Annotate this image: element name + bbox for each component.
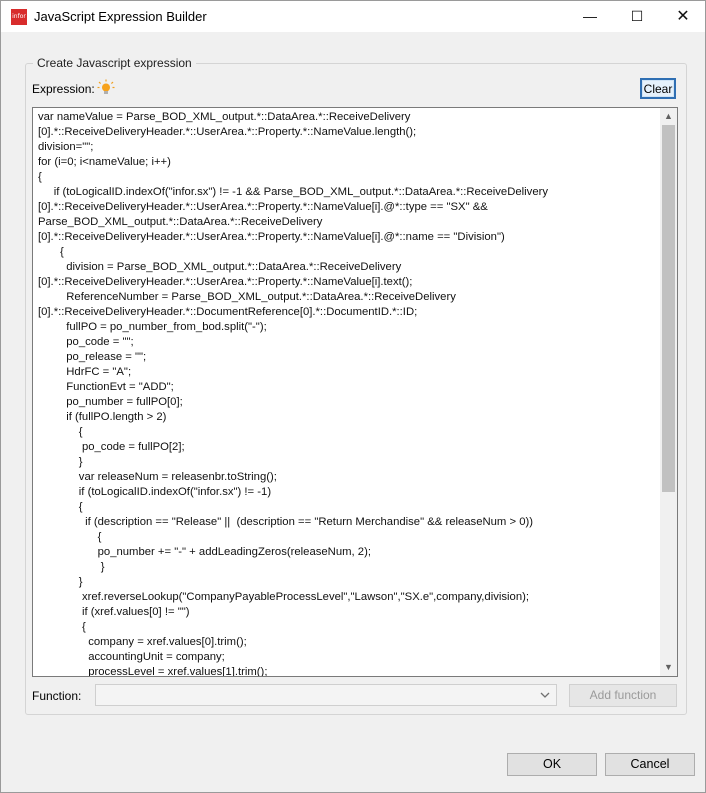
group-legend: Create Javascript expression [33,56,196,70]
lightbulb-icon[interactable] [97,79,115,97]
expression-code[interactable]: var nameValue = Parse_BOD_XML_output.*::DataArea.*::ReceiveDelivery [0].*::ReceiveDeliveryHeader.*::UserArea.*::Property.*::NameValue.length(); division=""; for (i=0; i<nameValue; i++) { if (toLogicalID.indexOf("infor.sx") != -1 && Parse_BOD_XML_output.*::DataArea.*::ReceiveDelivery [0].*::ReceiveDeliveryHeader.*::UserArea.*::Property.*::NameValue[i].@*::type == "SX" && Parse_BOD_XML_output.*::DataArea.*::ReceiveDelivery [0].*::ReceiveDeliveryHeader.*::UserArea.*::Property.*::NameValue[i].@*::name == "Division") { division = Parse_BOD_XML_output.*::DataArea.*::ReceiveDelivery [0].*::ReceiveDeliveryHeader.*::UserArea.*::Property.*::NameValue[i].text(); ReferenceNumber = Parse_BOD_XML_output.*::DataArea.*::ReceiveDelivery [0].*::ReceiveDeliveryHeader.*::DocumentReference[0].*::DocumentID.*::ID; fullPO = po_number_from_bod.split("-"); po_code = ""; po_release = ""; HdrFC = "A"; FunctionEvt = "ADD"; po_number = fullPO[0]; if (fullPO.length > 2) { po_code = fullPO[2]; } var releaseNum = releasenbr.toString(); if (toLogicalID.indexOf("infor.sx") != -1) { if (description == "Release" || (description == "Return Merchandise" && releaseNum > 0)) { po_number += "-" + addLeadingZeros(releaseNum, 2); } } xref.reverseLookup("CompanyPayableProcessLevel","Lawson","SX.e",company,division); if (xref.values[0] != "") { company = xref.values[0].trim(); accountingUnit = company; processLevel = xref.values[1].trim(); [38,111,549,677]
window-title: JavaScript Expression Builder [34,9,207,24]
scroll-thumb[interactable] [662,125,675,492]
scroll-up-icon[interactable]: ▲ [664,111,673,121]
function-select[interactable] [95,684,557,706]
vertical-scrollbar[interactable] [660,108,677,676]
function-label: Function: [32,689,82,703]
expression-label: Expression: [32,82,95,96]
scroll-down-icon[interactable]: ▼ [664,662,673,672]
maximize-button[interactable]: ☐ [630,8,644,24]
title-bar[interactable] [1,1,705,32]
ok-button[interactable]: OK [507,753,597,776]
chevron-down-icon [539,688,551,702]
clear-button[interactable]: Clear [640,78,676,99]
close-button[interactable]: ✕ [676,8,690,25]
expression-editor[interactable] [32,107,678,677]
infor-app-icon: infor [11,9,27,25]
cancel-button[interactable]: Cancel [605,753,695,776]
add-function-button[interactable]: Add function [569,684,677,707]
minimize-button[interactable]: — [583,8,597,24]
